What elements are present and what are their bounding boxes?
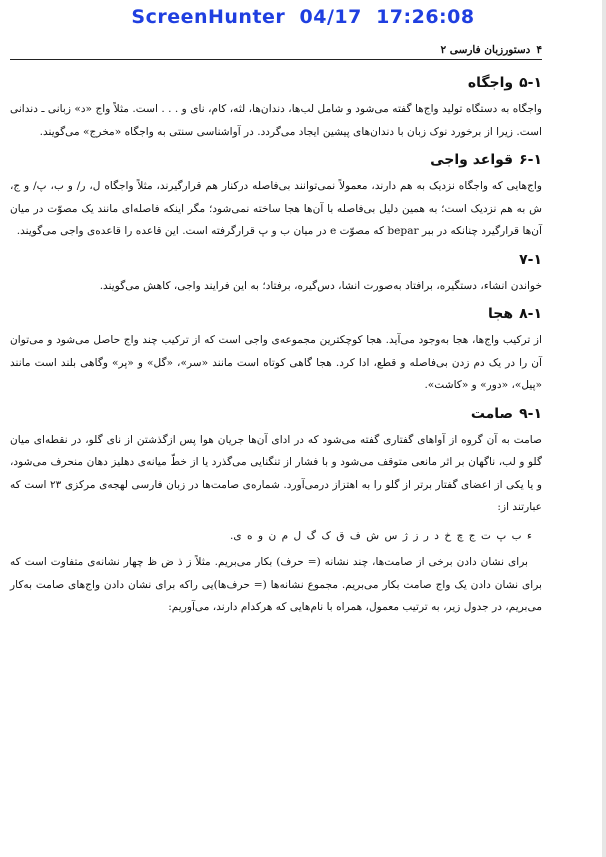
section-heading <box>10 249 542 271</box>
running-header <box>10 42 542 58</box>
section-number: ۸-۱ <box>519 306 542 322</box>
section-title: صامت <box>470 405 514 422</box>
section-heading <box>10 72 542 94</box>
section-articulation-place <box>10 72 542 143</box>
section-syllable <box>10 303 542 397</box>
section-heading <box>10 149 542 171</box>
section-reduction <box>10 249 542 298</box>
screenhunter-timestamp-overlay: ScreenHunter 04/17 17:26:08 <box>131 6 475 28</box>
section-heading <box>10 303 542 325</box>
page-number: ۴ <box>536 44 542 56</box>
section-number: ۷-۱ <box>519 251 542 268</box>
header-rule <box>10 59 542 60</box>
section-phonological-rules <box>10 149 542 243</box>
paragraph: خواندن انشاء، دستگیره، برافتاد به‌صورت انشا، دس‌گیره، برفتاد؛ به این فرایند واجی، کاهش می‌گویند. <box>99 279 542 292</box>
section-number: ۶-۱ <box>519 152 542 168</box>
section-number: ۵-۱ <box>519 75 542 91</box>
section-consonant <box>10 403 542 619</box>
paragraph: برای نشان دادن برخی از صامت‌ها، چند نشانه (= حرف) بکار می‌بریم. مثلاً ز ذ ض ظ چهار نشانه‌ی متفاوت است که برای نشان دادن یک واج صامت بکار می‌بریم. مجموع نشانه‌ها (= حرف‌ها)یی راکه برای نشان دادن واج‌های صامت به‌کار می‌بریم، در جدول زیر، به ترتیب معمول، همراه با نام‌هایی که هرکدام دارند، می‌آوریم: <box>10 556 542 613</box>
consonant-letter-list: ء ب پ ت ج چ خ د ر ز ژ س ش ف ق ک گ ل م ن و ه ی. <box>230 529 532 542</box>
book-title: دستورزبان فارسی ۲ <box>440 44 531 56</box>
paragraph: واج‌هایی که واجگاه نزدیک به هم دارند، معمولاً نمی‌توانند بی‌فاصله درکنار هم قرارگیرند، مثلاً واجگاه ل، ر/ و ب، پ/ و ج، ش به هم نزدیک است؛ به همین دلیل بی‌فاصله با آن‌ها هجا ساخته نمی‌شود؛ مگر اینکه فاصله‌ای مانند یک مصوّت در میان آن‌ها قرارگیرد چنانکه در ببر bepar که مصوّت e در میان ب و پ قرارگرفته است. این قاعده را قاعده‌ی واجی می‌گویند. <box>10 180 542 237</box>
section-heading <box>10 403 542 425</box>
section-number: ۹-۱ <box>519 405 542 422</box>
viewer-edge <box>602 0 606 857</box>
section-title: قواعد واجی <box>430 152 514 168</box>
paragraph: واجگاه به دستگاه تولید واج‌ها گفته می‌شود و شامل لب‌ها، دندان‌ها، لثه، کام، نای و . . . است. مثلاً واج «د» زبانی ـ دندانی است. زیرا از برخورد نوک زبان با دندان‌های پیشین ایجاد می‌گردد. در آواشناسی سنتی به واجگاه «مخرج» می‌گویند. <box>10 103 542 138</box>
page-content <box>10 66 542 625</box>
section-title: واجگاه <box>467 75 514 91</box>
paragraph: صامت به آن گروه از آواهای گفتاری گفته می‌شود که در ادای آن‌ها جریان هوا پس ازگذشتن از نای‌ گلو، در نقطه‌ای میان گلو و لب، ناگهان بر اثر مانعی متوقف می‌شود و با فشار از تنگنایی می‌گذرد یا از خطّ میانه‌ی دهلیز دهان منحرف می‌شود، و یا یکی از اعضای گفتار برتر از گلو را به اهتزاز درمی‌آورد. شماره‌ی صامت‌ها در زبان فارسی لهجه‌ی مرکزی ۲۳ است که عبارتند از: <box>10 433 542 513</box>
paragraph: از ترکیب واج‌ها، هجا به‌وجود می‌آید. هجا کوچکترین مجموعه‌ی واجی است که از ترکیب چند واج حاصل می‌شود و می‌توان آن را در یک دم زدن بی‌فاصله و قطع، ادا کرد. هجا گاهی کوتاه است مانند «سر»، «گل» و «پر» وگاهی بلند است مانند «پیل»، «دور» و «کاشت». <box>10 334 542 391</box>
section-title: هجا <box>488 306 514 322</box>
